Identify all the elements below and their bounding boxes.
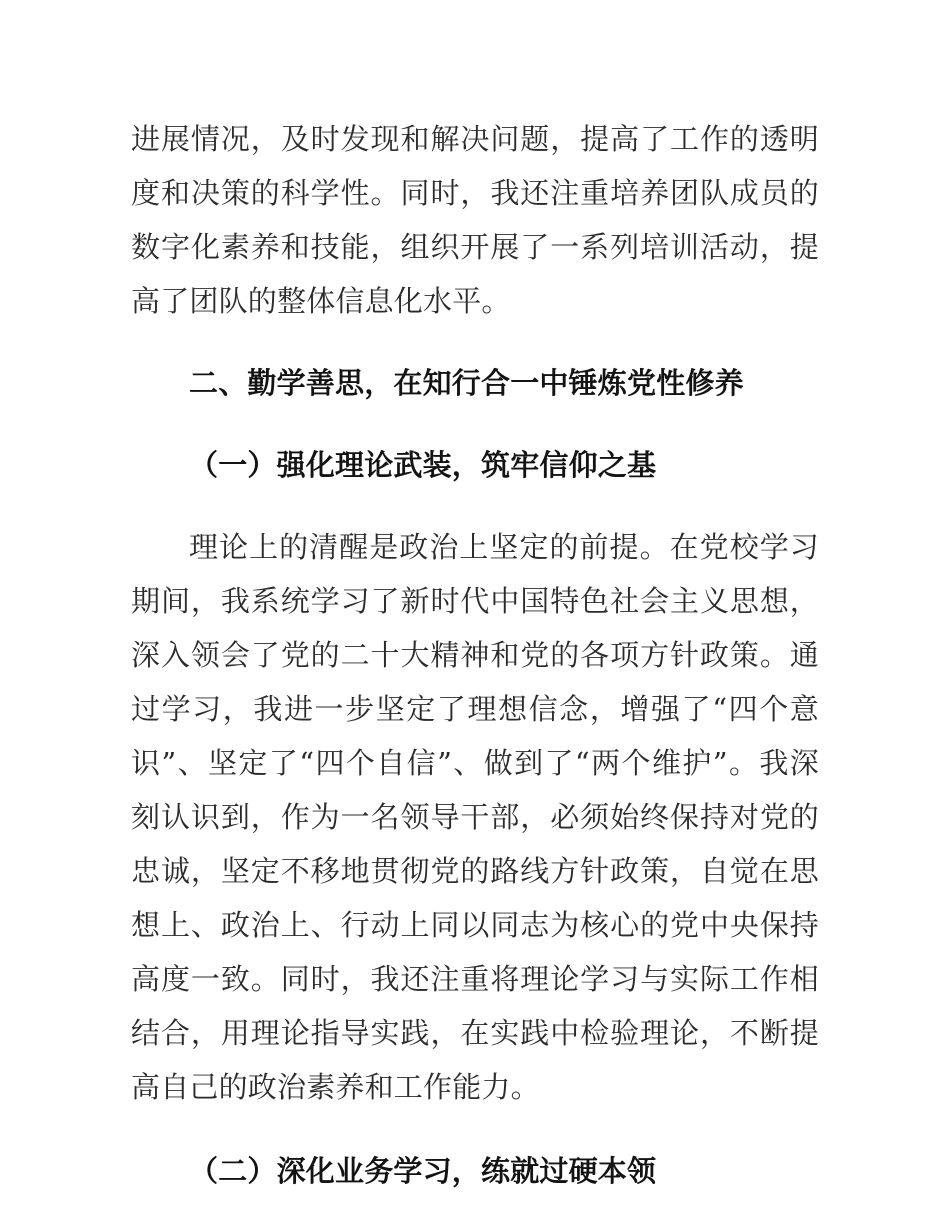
paragraph-gap [131,1114,819,1144]
section-heading-two: 二、勤学善思，在知行合一中锤炼党性修养 [189,366,744,400]
document-body [131,112,819,1198]
paragraph-theory-study: 理论上的清醒是政治上坚定的前提。在党校学习期间，我系统学习了新时代中国特色社会主义思想，深入领会了党的二十大精神和党的各项方针政策。通过学习，我进一步坚定了理想信念，增强了“四个意识”、坚定了“四个自信”、做到了“两个维护”。我深刻认识到，作为一名领导干部，必须始终保持对党的忠诚，坚定不移地贯彻党的路线方针政策，自觉在思想上、政治上、行动上同以同志为核心的党中央保持高度一致。同时，我还注重将理论学习与实际工作相结合，用理论指导实践，在实践中检验理论，不断提高自己的政治素养和工作能力。 [131,530,819,1104]
heading-gap [131,492,819,520]
heading-gap [131,410,819,438]
subsection-heading-two: （二）深化业务学习，练就过硬本领 [189,1154,657,1188]
paragraph-continuation: 进展情况，及时发现和解决问题，提高了工作的透明度和决策的科学性。同时，我还注重培养团队成员的数字化素养和技能，组织开展了一系列培训活动，提高了团队的整体信息化水平。 [131,122,819,318]
paragraph-gap [131,328,819,356]
subsection-heading-one: （一）强化理论武装，筑牢信仰之基 [189,448,657,482]
